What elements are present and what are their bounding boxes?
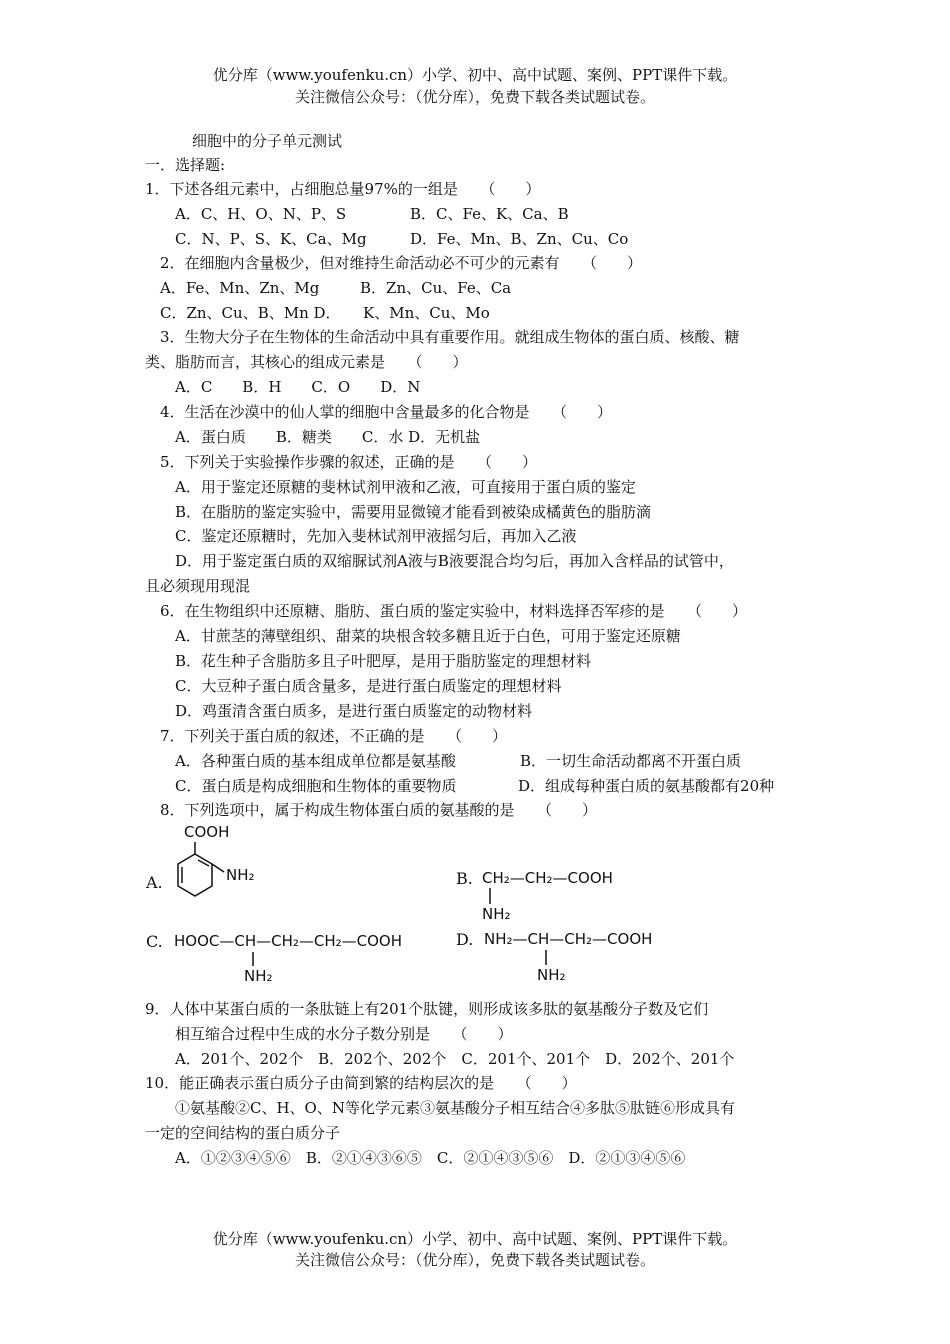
q3-stem-line-2: 类、脂肪而言，其核心的组成元素是 （ ） — [145, 353, 468, 371]
q3-options: A．C B．H C．O D．N — [175, 378, 421, 396]
q8-b-chain: CH₂—CH₂—COOH — [482, 869, 613, 887]
footer-line-1: 优分库（www.youfenku.cn）小学、初中、高中试题、案例、PPT课件下载。 — [212, 1230, 738, 1248]
q5-option-b: B．在脂肪的鉴定实验中，需要用显微镜才能看到被染成橘黄色的脂肪滴 — [175, 503, 652, 521]
q4-stem: 4．生活在沙漠中的仙人掌的细胞中含量最多的化合物是 （ ） — [160, 403, 613, 421]
q2-stem: 2．在细胞内含量极少，但对维持生命活动必不可少的元素有 （ ） — [160, 254, 643, 272]
q1-option-c: C．N、P、S、K、Ca、Mg — [175, 230, 367, 248]
q9-stem-line-1: 9．人体中某蛋白质的一条肽链上有201个肽键，则形成该多肽的氨基酸分子数及它们 — [145, 1000, 709, 1018]
q6-option-a: A．甘蔗茎的薄壁组织、甜菜的块根含较多糖且近于白色，可用于鉴定还原糖 — [175, 627, 681, 645]
q10-items-line-2: 一定的空间结构的蛋白质分子 — [145, 1124, 341, 1142]
q2-option-cd: C．Zn、Cu、B、Mn D． K、Mn、Cu、Mo — [160, 304, 490, 322]
q8-a-bond-nh2 — [212, 864, 224, 872]
q5-option-d-line-2: 且必须现用现混 — [145, 577, 251, 595]
q5-option-c: C．鉴定还原糖时，先加入斐林试剂甲液摇匀后，再加入乙液 — [175, 527, 577, 545]
q1-stem: 1．下述各组元素中，占细胞总量97%的一组是 （ ） — [145, 180, 541, 198]
q8-a-cooh: COOH — [184, 823, 230, 841]
q8-label-a: A. — [146, 873, 163, 892]
q8-a-benzene-ring — [178, 854, 212, 896]
q10-items-line-1: ①氨基酸②C、H、O、N等化学元素③氨基酸分子相互结合④多肽⑤肽链⑥形成具有 — [175, 1099, 735, 1117]
q8-d-chain: NH₂—CH—CH₂—COOH — [484, 930, 653, 948]
q8-structures — [140, 820, 700, 990]
q5-stem: 5．下列关于实验操作步骤的叙述，正确的是 （ ） — [160, 453, 538, 471]
q9-options: A．201个、202个 B．202个、202个 C．201个、201个 D．202个、201个 — [175, 1050, 735, 1068]
q3-stem-line-1: 3．生物大分子在生物体的生命活动中具有重要作用。就组成生物体的蛋白质、核酸、糖 — [160, 328, 740, 346]
q8-c-chain: HOOC—CH—CH₂—CH₂—COOH — [174, 932, 403, 950]
q8-b-nh2: NH₂ — [482, 905, 511, 923]
q1-option-d: D．Fe、Mn、B、Zn、Cu、Co — [410, 230, 629, 248]
q2-option-a: A．Fe、Mn、Zn、Mg — [160, 279, 320, 297]
q7-option-b: B．一切生命活动都离不开蛋白质 — [520, 752, 742, 770]
q8-d-nh2: NH₂ — [537, 966, 566, 984]
footer-line-2: 关注微信公众号：（优分库），免费下载各类试题试卷。 — [294, 1251, 655, 1269]
q5-option-a: A．用于鉴定还原糖的斐林试剂甲液和乙液，可直接用于蛋白质的鉴定 — [175, 478, 636, 496]
q5-option-d-line-1: D．用于鉴定蛋白质的双缩脲试剂A液与B液要混合均匀后，再加入含样品的试管中， — [175, 552, 734, 570]
header-line-1: 优分库（www.youfenku.cn）小学、初中、高中试题、案例、PPT课件下载。 — [212, 66, 738, 84]
q8-c-nh2: NH₂ — [244, 967, 273, 985]
header-line-2: 关注微信公众号：（优分库），免费下载各类试题试卷。 — [294, 88, 655, 106]
q7-option-d: D．组成每种蛋白质的氨基酸都有20种 — [518, 777, 775, 795]
q2-option-b: B．Zn、Cu、Fe、Ca — [360, 279, 512, 297]
q6-stem: 6．在生物组织中还原糖、脂肪、蛋白质的鉴定实验中，材料选择否军疹的是 （ ） — [160, 602, 748, 620]
q6-option-b: B．花生种子含脂肪多且子叶肥厚，是用于脂肪鉴定的理想材料 — [175, 652, 592, 670]
q8-label-d: D. — [456, 930, 474, 949]
q6-option-c: C．大豆种子蛋白质含量多，是进行蛋白质鉴定的理想材料 — [175, 677, 562, 695]
q7-option-c: C．蛋白质是构成细胞和生物体的重要物质 — [175, 777, 457, 795]
q8-label-b: B. — [456, 869, 473, 888]
q6-option-d: D．鸡蛋清含蛋白质多，是进行蛋白质鉴定的动物材料 — [175, 702, 533, 720]
q8-label-c: C. — [146, 932, 163, 951]
q10-stem: 10．能正确表示蛋白质分子由简到繁的结构层次的是 （ ） — [145, 1074, 577, 1092]
q4-options: A．蛋白质 B．糖类 C．水 D．无机盐 — [175, 428, 481, 446]
q1-option-b: B．C、Fe、K、Ca、B — [410, 205, 569, 223]
q8-a-nh2: NH₂ — [226, 866, 255, 884]
section-heading: 一．选择题: — [145, 156, 226, 174]
page-title: 细胞中的分子单元测试 — [192, 132, 343, 150]
q8-stem: 8．下列选项中，属于构成生物体蛋白质的氨基酸的是 （ ） — [160, 801, 598, 819]
q7-option-a: A．各种蛋白质的基本组成单位都是氨基酸 — [175, 752, 456, 770]
q1-option-a: A．C、H、O、N、P、S — [175, 205, 347, 223]
q7-stem: 7．下列关于蛋白质的叙述，不正确的是 （ ） — [160, 727, 508, 745]
q9-stem-line-2: 相互缩合过程中生成的水分子数分别是 （ ） — [175, 1025, 513, 1043]
q10-options: A．①②③④⑤⑥ B．②①④③⑥⑤ C．②①④③⑤⑥ D．②①③④⑤⑥ — [175, 1149, 686, 1167]
